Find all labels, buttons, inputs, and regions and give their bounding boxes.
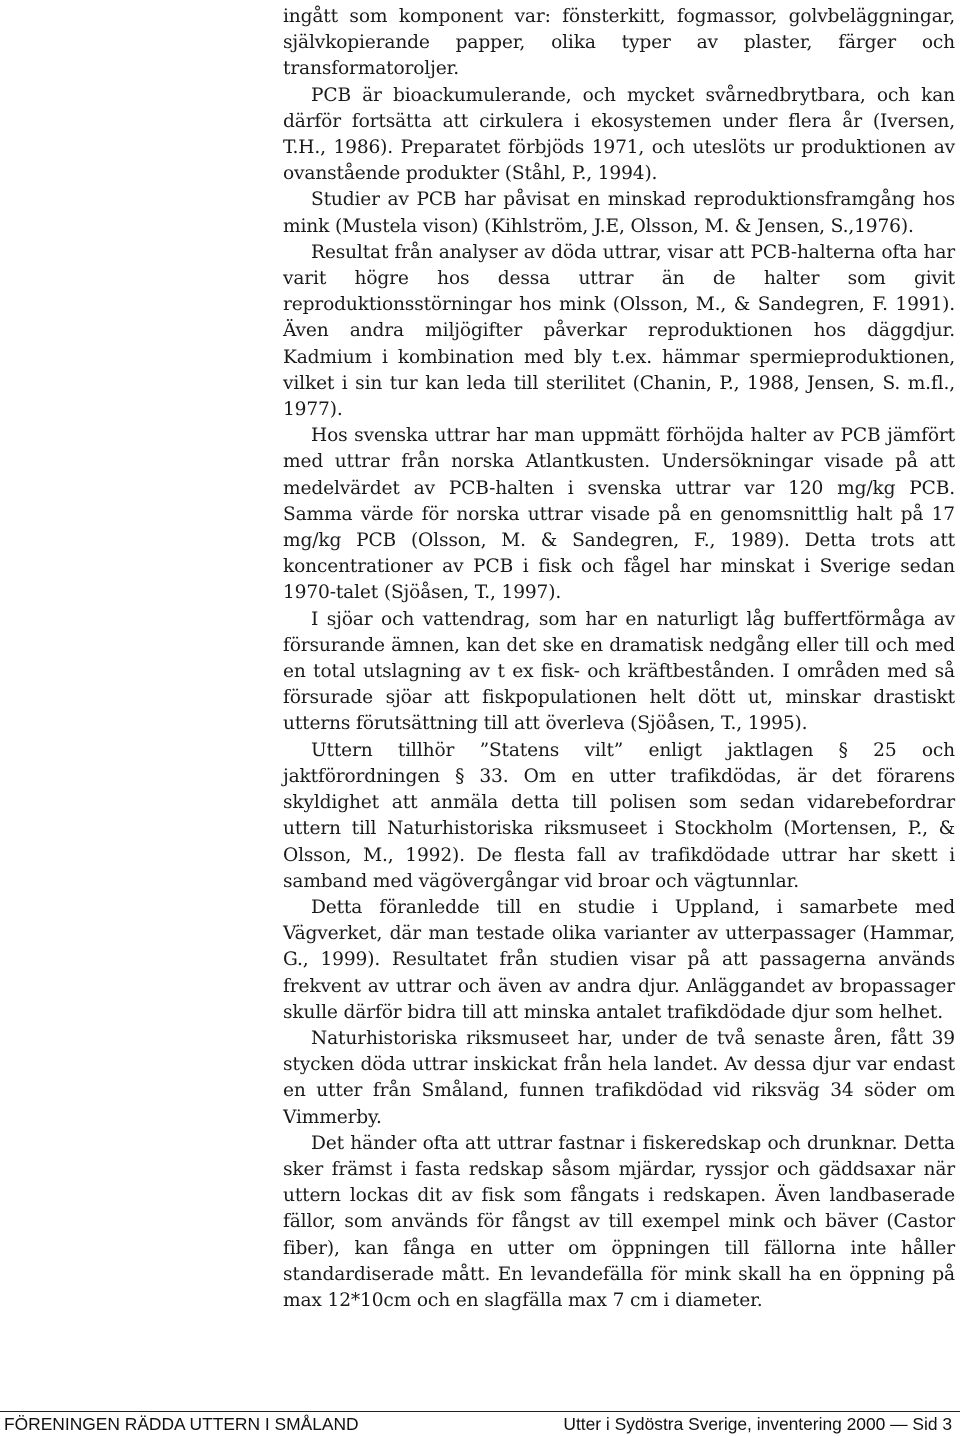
paragraph-3: Studier av PCB har påvisat en minskad reproduktionsframgång hos mink (Mustela vison) (Kihlström, J.E, Olsson, M. & Jensen, S.,1976). (283, 189, 955, 237)
paragraph-6: I sjöar och vattendrag, som har en naturligt låg buffertförmåga av försurande ämnen, kan det ske en dramatisk nedgång eller till och med en total utslagning av t ex fisk- och kräftbestånden. I områden med så försurade sjöar att fiskpopulationen helt dött ut, minskar drastiskt utterns förutsättning till att överleva (Sjöåsen, T., 1995). (283, 608, 955, 735)
paragraph-10: Det händer ofta att uttrar fastnar i fiskeredskap och drunknar. Detta sker främst i fasta redskap såsom mjärdar, ryssjor och gäddsaxar när uttern lockas dit av fisk som fångats i redskapen. Även landbaserade fällor, som används för fångst av till exempel mink och bäver (Castor fiber), kan fånga en utter om öppningen till fällorna inte håller standardiserade mått. En levandefälla för mink skall ha en öppning på max 12*10cm och en slagfälla max 7 cm i diameter. (283, 1132, 955, 1311)
paragraph-8: Detta föranledde till en studie i Uppland, i samarbete med Vägverket, där man testade olika varianter av utterpassager (Hammar, G., 1999). Resultatet från studien visar på att passagerna används frekvent av uttrar och även av andra djur. Anläggandet av bropassager skulle därför bidra till att minska antalet trafikdödade djur som helhet. (283, 896, 955, 1023)
footer-organization: FÖRENINGEN RÄDDA UTTERN I SMÅLAND (4, 1414, 359, 1434)
paragraph-2: PCB är bioackumulerande, och mycket svårnedbrytbara, och kan därför fortsätta att cirkulera i ekosystemen under flera år (Iversen, T.H., 1986). Preparatet förbjöds 1971, och uteslöts ur produktionen av ovanstående produkter (Ståhl, P., 1994). (283, 84, 955, 185)
footer-title-page: Utter i Sydöstra Sverige, inventering 2000 — Sid 3 (563, 1414, 952, 1434)
body-text (283, 4, 955, 1314)
paragraph-9: Naturhistoriska riksmuseet har, under de två senaste åren, fått 39 stycken döda uttrar inskickat från hela landet. Av dessa djur var endast en utter från Småland, funnen trafikdödad vid riksväg 34 söder om Vimmerby. (283, 1027, 955, 1128)
paragraph-7: Uttern tillhör ”Statens vilt” enligt jaktlagen § 25 och jaktförordningen § 33. Om en utter trafikdödas, är det förarens skyldighet att anmäla detta till polisen som sedan vidarebefordrar uttern till Naturhistoriska riksmuseet i Stockholm (Mortensen, P., & Olsson, M., 1992). De flesta fall av trafikdödade uttrar har skett i samband med vägövergångar vid broar och vägtunnlar. (283, 739, 955, 892)
footer-divider (0, 1411, 960, 1412)
paragraph-1: ingått som komponent var: fönsterkitt, fogmassor, golvbeläggningar, självkopierande papper, olika typer av plaster, färger och transformatoroljer. (283, 6, 955, 80)
paragraph-5: Hos svenska uttrar har man uppmätt förhöjda halter av PCB jämfört med uttrar från norska Atlantkusten. Undersökningar visade på att medelvärdet av PCB-halten i svenska uttrar var 120 mg/kg PCB. Samma värde för norska uttrar visade på en genomsnittlig halt på 17 mg/kg PCB (Olsson, M. & Sandegren, F., 1989). Detta trots att koncentrationer av PCB i fisk och fågel har minskat i Sverige sedan 1970-talet (Sjöåsen, T., 1997). (283, 425, 955, 604)
paragraph-4: Resultat från analyser av döda uttrar, visar att PCB-halterna ofta har varit högre hos dessa uttrar än de halter som givit reproduktionsstörningar hos mink (Olsson, M., & Sandegren, F. 1991). Även andra miljögifter påverkar reproduktionen hos däggdjur. Kadmium i kombination med bly t.ex. hämmar spermieproduktionen, vilket i sin tur kan leda till sterilitet (Chanin, P., 1988, Jensen, S. m.fl., 1977). (283, 241, 955, 421)
